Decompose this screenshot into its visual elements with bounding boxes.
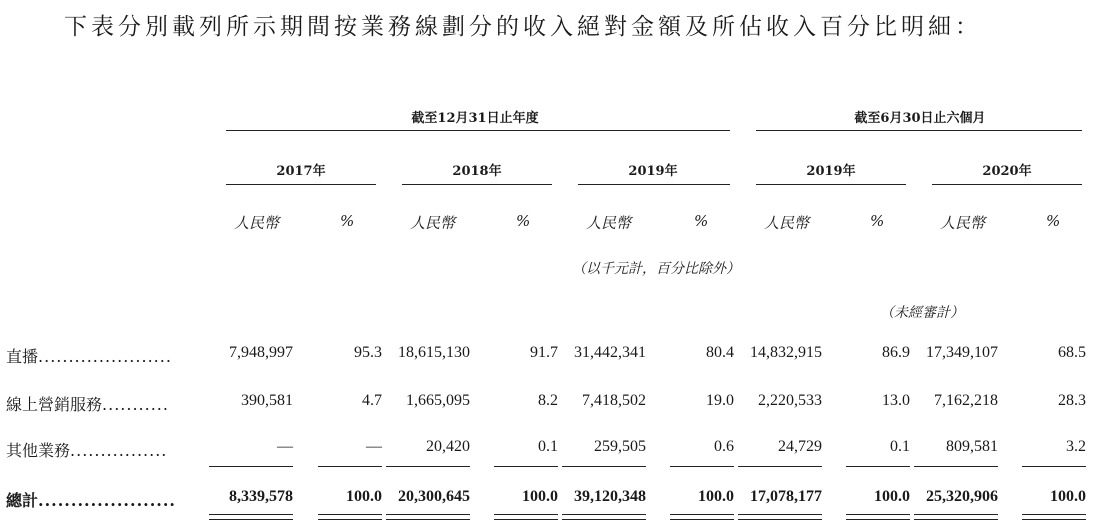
note-thousands: （以千元計，百分比除外） — [572, 261, 740, 277]
year-rule-2019-fy — [578, 184, 730, 185]
row-label-text: 直播 — [6, 347, 39, 366]
row-label — [6, 488, 176, 511]
unit-pct: % — [694, 212, 709, 230]
total-double-rule — [318, 514, 382, 520]
total-cell-pct: 100.0 — [698, 488, 734, 505]
total-double-rule — [386, 514, 470, 520]
subtotal-rule — [386, 466, 470, 467]
subtotal-rule — [846, 466, 910, 467]
row-2-cell-pct: 0.1 — [538, 438, 558, 455]
row-0-cell-pct: 86.9 — [882, 344, 910, 361]
row-0-cell-amount: 14,832,915 — [750, 344, 822, 361]
row-0-cell-pct: 91.7 — [530, 344, 558, 361]
total-double-rule — [670, 514, 734, 520]
unit-pct: % — [1046, 212, 1061, 230]
row-0-cell-amount: 7,948,997 — [229, 344, 293, 361]
row-1-cell-pct: 19.0 — [706, 392, 734, 409]
row-0-cell-amount: 17,349,107 — [926, 344, 998, 361]
period-rule-fiscal-year — [226, 130, 730, 131]
year-header-2018: 2018年 — [452, 164, 502, 179]
total-double-rule — [738, 514, 822, 520]
note-unaudited: （未經審計） — [880, 305, 964, 321]
row-label-text: 總計 — [6, 491, 39, 510]
year-header-2020-h1: 2020年 — [982, 164, 1032, 179]
row-1-cell-pct: 8.2 — [538, 392, 558, 409]
total-double-rule — [846, 514, 910, 520]
subtotal-rule — [209, 466, 293, 467]
total-double-rule — [562, 514, 646, 520]
row-2-cell-amount: 809,581 — [946, 438, 998, 455]
total-cell-amount: 20,300,645 — [398, 488, 470, 505]
row-2-cell-amount: — — [277, 438, 293, 455]
subtotal-rule — [914, 466, 998, 467]
row-label — [6, 392, 169, 415]
total-cell-amount: 25,320,906 — [926, 488, 998, 505]
total-cell-pct: 100.0 — [874, 488, 910, 505]
subtotal-rule — [562, 466, 646, 467]
total-cell-amount: 39,120,348 — [574, 488, 646, 505]
row-2-cell-pct: 3.2 — [1066, 438, 1086, 455]
unit-amount: 人民幣 — [410, 214, 456, 232]
row-2-cell-amount: 24,729 — [778, 438, 822, 455]
row-1-cell-amount: 7,162,218 — [934, 392, 998, 409]
row-leader-dots: ..................... — [38, 491, 176, 510]
unit-amount: 人民幣 — [234, 214, 280, 232]
total-cell-amount: 17,078,177 — [750, 488, 822, 505]
year-rule-2019-h1 — [756, 184, 906, 185]
intro-text: 下表分別載列所示期間按業務線劃分的收入絕對金額及所佔收入百分比明細： — [64, 14, 982, 40]
total-double-rule — [1022, 514, 1086, 520]
row-1-cell-amount: 1,665,095 — [406, 392, 470, 409]
year-header-2019-h1: 2019年 — [806, 164, 856, 179]
total-double-rule — [494, 514, 558, 520]
unit-pct: % — [516, 212, 531, 230]
unit-amount: 人民幣 — [586, 214, 632, 232]
row-2-cell-pct: 0.6 — [714, 438, 734, 455]
subtotal-rule — [670, 466, 734, 467]
row-0-cell-pct: 95.3 — [354, 344, 382, 361]
total-cell-amount: 8,339,578 — [229, 488, 293, 505]
row-1-cell-pct: 4.7 — [362, 392, 382, 409]
row-0-cell-amount: 31,442,341 — [574, 344, 646, 361]
row-2-cell-pct: 0.1 — [890, 438, 910, 455]
subtotal-rule — [738, 466, 822, 467]
unit-amount: 人民幣 — [940, 214, 986, 232]
row-0-cell-pct: 68.5 — [1058, 344, 1086, 361]
subtotal-rule — [318, 466, 382, 467]
unit-amount: 人民幣 — [764, 214, 810, 232]
total-cell-pct: 100.0 — [522, 488, 558, 505]
subtotal-rule — [494, 466, 558, 467]
year-rule-2018 — [402, 184, 552, 185]
unit-pct: % — [340, 212, 355, 230]
period-rule-six-months — [756, 130, 1082, 131]
year-rule-2017 — [226, 184, 376, 185]
row-label-text: 線上營銷服務 — [6, 395, 103, 414]
row-leader-dots: ................ — [70, 441, 168, 460]
row-leader-dots: ........... — [102, 395, 169, 414]
total-cell-pct: 100.0 — [346, 488, 382, 505]
total-double-rule — [914, 514, 998, 520]
row-2-cell-pct: — — [366, 438, 382, 455]
row-1-cell-amount: 7,418,502 — [582, 392, 646, 409]
row-2-cell-amount: 259,505 — [594, 438, 646, 455]
row-0-cell-amount: 18,615,130 — [398, 344, 470, 361]
row-1-cell-amount: 390,581 — [241, 392, 293, 409]
total-cell-pct: 100.0 — [1050, 488, 1086, 505]
row-1-cell-pct: 13.0 — [882, 392, 910, 409]
year-header-2017: 2017年 — [276, 164, 326, 179]
total-double-rule — [209, 514, 293, 520]
row-leader-dots: ...................... — [38, 347, 172, 366]
row-2-cell-amount: 20,420 — [426, 438, 470, 455]
row-label — [6, 438, 167, 461]
subtotal-rule — [1022, 466, 1086, 467]
row-1-cell-pct: 28.3 — [1058, 392, 1086, 409]
year-rule-2020-h1 — [932, 184, 1082, 185]
row-1-cell-amount: 2,220,533 — [758, 392, 822, 409]
year-header-2019-fy: 2019年 — [628, 164, 678, 179]
period-header-fiscal-year: 截至12月31日止年度 — [411, 111, 539, 126]
unit-pct: % — [870, 212, 885, 230]
row-label-text: 其他業務 — [6, 441, 71, 460]
period-header-six-months: 截至6月30日止六個月 — [854, 111, 986, 126]
row-0-cell-pct: 80.4 — [706, 344, 734, 361]
row-label — [6, 344, 172, 367]
